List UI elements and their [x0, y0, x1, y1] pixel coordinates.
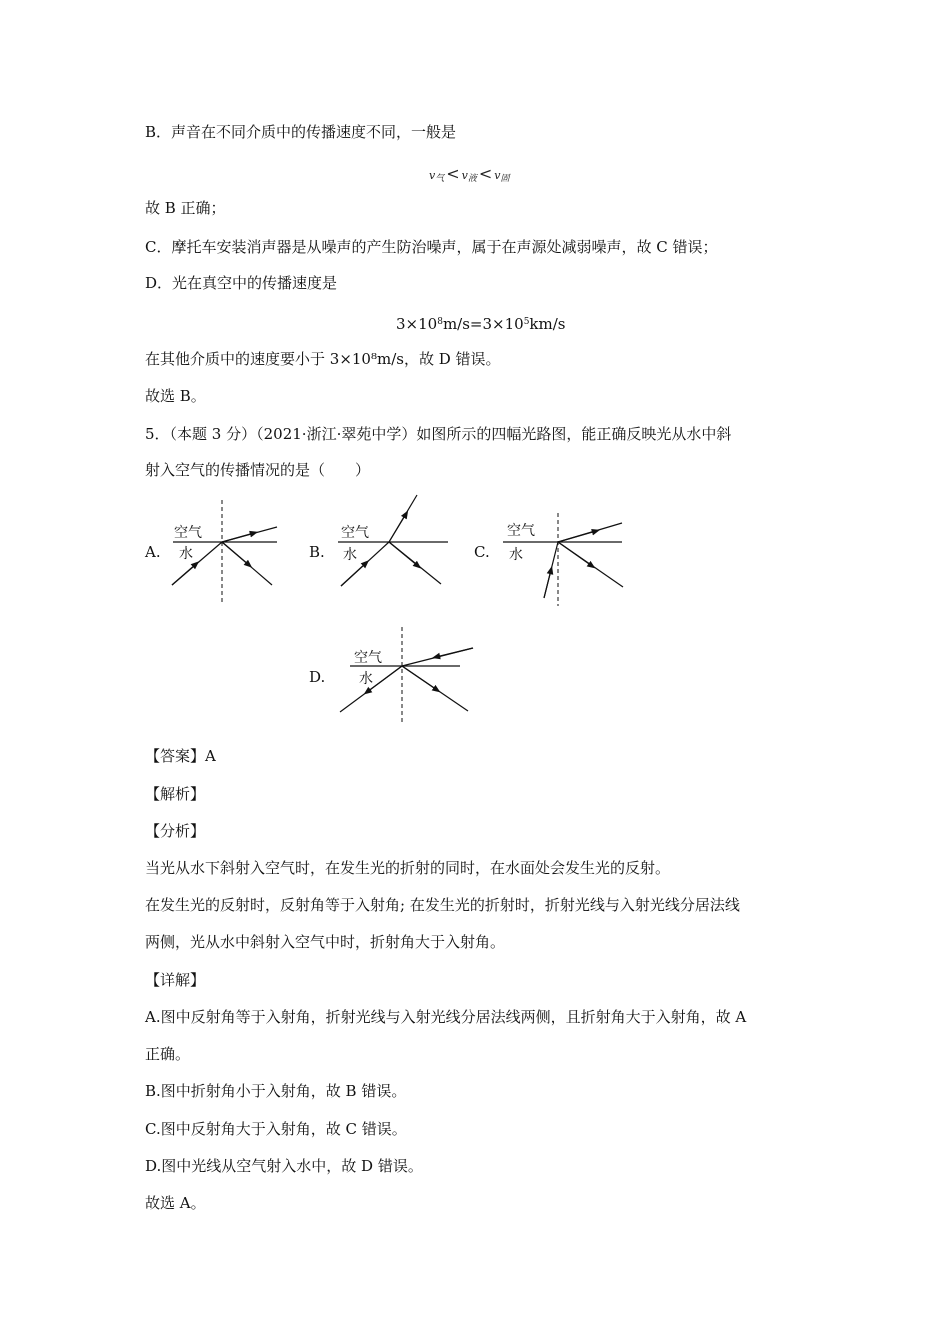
air-label: 空气: [174, 525, 202, 541]
text-c: C．摩托车安装消声器是从噪声的产生防治噪声，属于在声源处减弱噪声，故 C 错误；: [145, 238, 718, 256]
v-symbol: v: [429, 169, 436, 182]
diagram-b: [333, 493, 458, 593]
analysis-line2: 在发生光的反射时，反射角等于入射角; 在发生光的折射时，折射光线与入射光线分居法线: [145, 896, 740, 914]
option-b-label: B.: [309, 543, 325, 561]
formula-light-speed: $3\times 10^8m/s=3\times 10^5km/s$: [396, 315, 566, 333]
detail-a-line1: A.图中反射角等于入射角，折射光线与入射光线分居法线两侧，且折射角大于入射角，故 A: [145, 1008, 747, 1026]
question-5-line2: 射入空气的传播情况的是（ ）: [145, 461, 371, 479]
air-label: 空气: [507, 523, 535, 539]
sub-solid: 固: [500, 174, 510, 184]
analysis-line3: 两侧，光从水中斜射入空气中时，折射角大于入射角。: [145, 933, 506, 951]
jiexi-heading: 【解析】: [145, 785, 206, 803]
diagram-a: [165, 500, 285, 605]
question-5-line1: 5．（本题 3 分）（2021·浙江·翠苑中学）如图所示的四幅光路图，能正确反映光从水中斜: [145, 425, 732, 443]
water-label: 水: [359, 671, 373, 687]
diagram-c: [500, 513, 625, 608]
text-b-intro: B．声音在不同介质中的传播速度不同，一般是: [145, 123, 457, 141]
water-label: 水: [343, 547, 357, 563]
final-answer: 故选 A。: [145, 1194, 206, 1212]
diagram-d: [335, 627, 480, 727]
text-b-conclusion: 故 B 正确；: [145, 199, 226, 217]
water-label: 水: [509, 547, 523, 563]
detail-d: D.图中光线从空气射入水中，故 D 错误。: [145, 1157, 423, 1175]
less-than: <: [446, 164, 460, 183]
detail-b: B.图中折射角小于入射角，故 B 错误。: [145, 1082, 407, 1100]
text-select-b: 故选 B。: [145, 387, 206, 405]
option-d-label: D.: [309, 668, 326, 686]
detail-c: C.图中反射角大于入射角，故 C 错误。: [145, 1120, 407, 1138]
fenxi-heading: 【分析】: [145, 822, 206, 840]
formula-speed-order: [429, 164, 510, 189]
xiangjie-heading: 【详解】: [145, 971, 206, 989]
air-label: 空气: [354, 650, 382, 666]
sub-liquid: 液: [467, 174, 477, 184]
text-d-intro: D．光在真空中的传播速度是: [145, 274, 338, 292]
v-symbol: v: [494, 169, 501, 182]
water-label: 水: [179, 546, 193, 562]
v-symbol: v: [461, 169, 468, 182]
less-than: <: [478, 164, 493, 183]
air-label: 空气: [341, 525, 369, 541]
detail-a-line2: 正确。: [145, 1045, 191, 1063]
answer-heading: 【答案】A: [145, 747, 216, 765]
option-c-label: C.: [474, 543, 490, 561]
sub-gas: 气: [435, 174, 445, 184]
option-a-label: A.: [145, 543, 161, 561]
text-d-other: 在其他介质中的速度要小于 3×10⁸m/s，故 D 错误。: [145, 350, 501, 368]
analysis-line1: 当光从水下斜射入空气时，在发生光的折射的同时，在水面处会发生光的反射。: [145, 859, 671, 877]
